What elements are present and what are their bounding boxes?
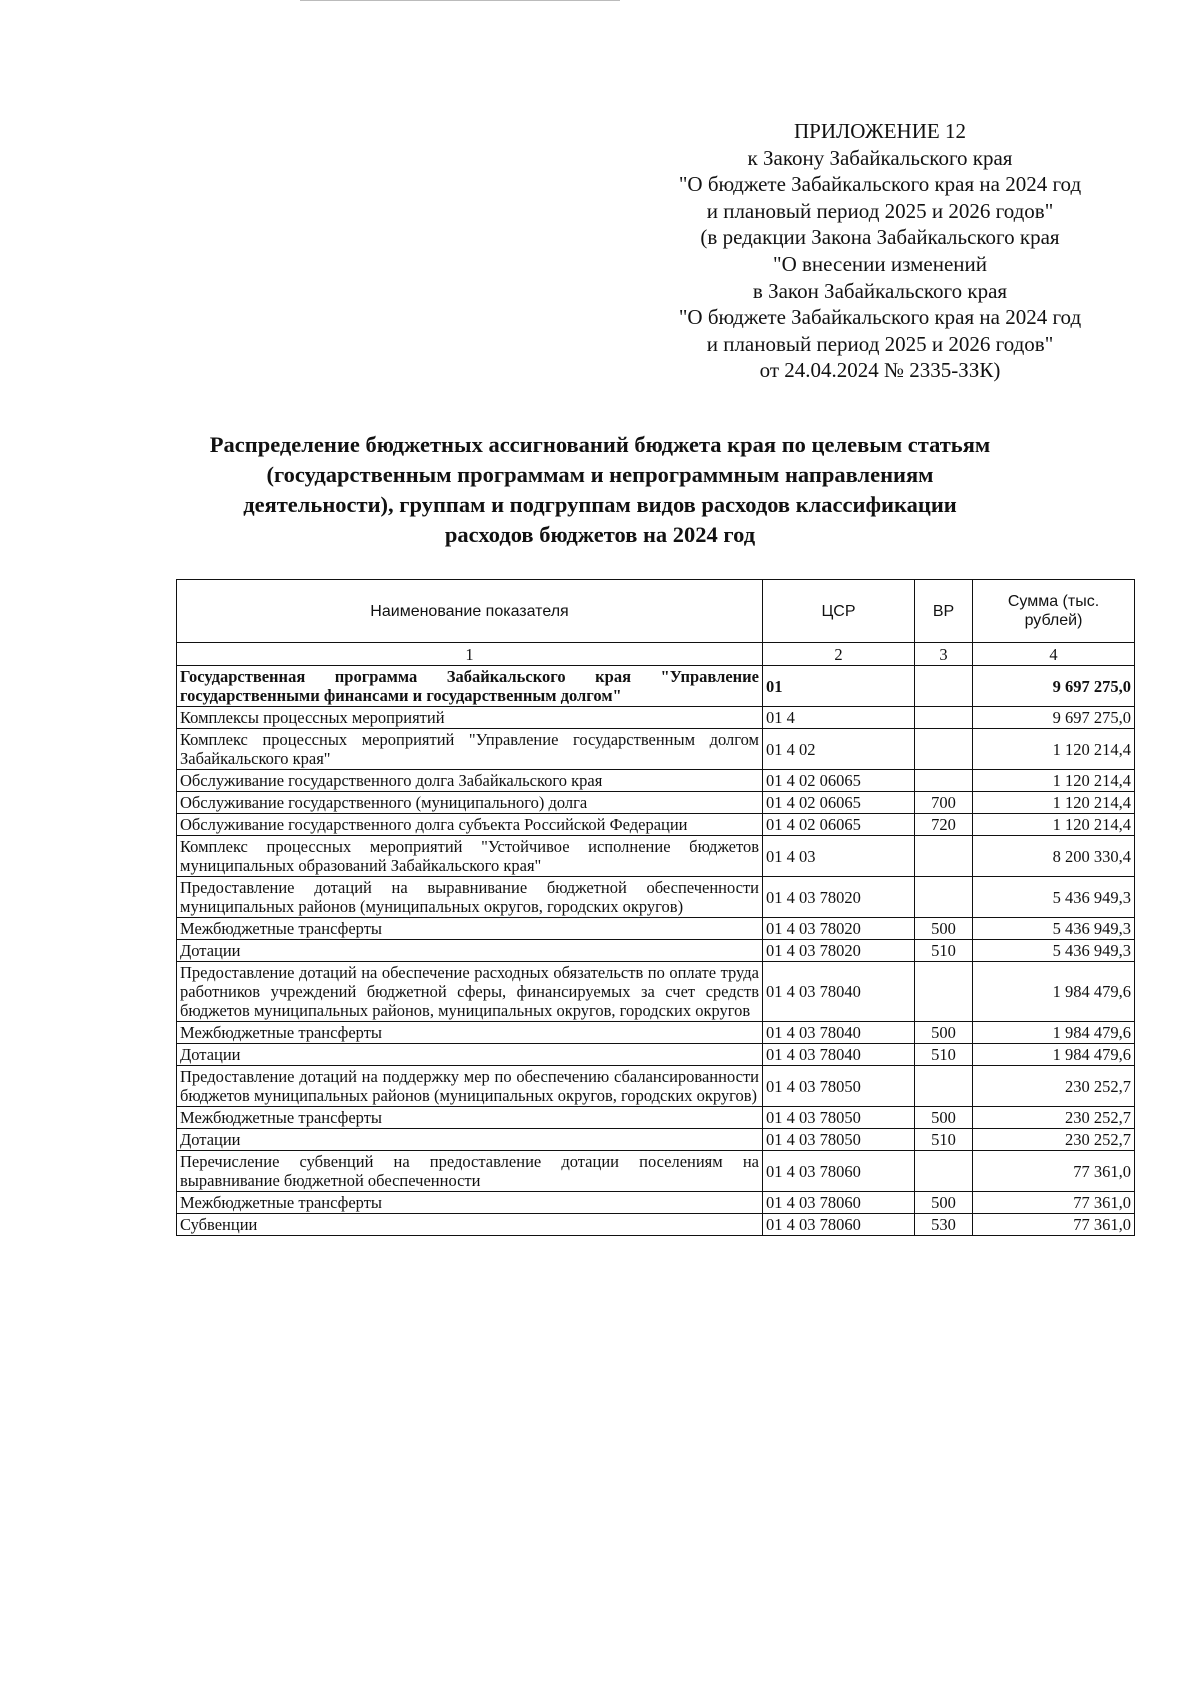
- table-row: [177, 1129, 1135, 1151]
- table-row: [177, 1044, 1135, 1066]
- row-name: Обслуживание государственного (муниципального) долга: [177, 792, 763, 814]
- row-vr: 720: [915, 814, 973, 836]
- table-row: [177, 707, 1135, 729]
- table-row: [177, 918, 1135, 940]
- table-row: [177, 1107, 1135, 1129]
- row-csr: 01 4 03 78050: [763, 1129, 915, 1151]
- row-name: Государственная программа Забайкальского края "Управление государственными финансами и государственным долгом": [177, 666, 763, 707]
- column-number: 1: [177, 643, 763, 666]
- header-line: в Закон Забайкальского края: [752, 278, 1008, 303]
- appendix-header: [600, 118, 1160, 384]
- header-line: ПРИЛОЖЕНИЕ 12: [794, 119, 966, 143]
- row-vr: 510: [915, 1044, 973, 1066]
- row-vr: 500: [915, 1192, 973, 1214]
- column-number: 3: [915, 643, 973, 666]
- row-vr: [915, 1151, 973, 1192]
- table-row: [177, 1066, 1135, 1107]
- row-csr: 01 4 03 78060: [763, 1151, 915, 1192]
- row-csr: 01 4 03 78020: [763, 940, 915, 962]
- row-sum: 5 436 949,3: [973, 918, 1135, 940]
- header-line: и плановый период 2025 и 2026 годов": [706, 198, 1054, 223]
- table-row: [177, 1192, 1135, 1214]
- row-sum: 1 120 214,4: [973, 814, 1135, 836]
- row-name: Межбюджетные трансферты: [177, 1107, 763, 1129]
- row-csr: 01 4 02: [763, 729, 915, 770]
- header-line: "О бюджете Забайкальского края на 2024 год: [678, 305, 1082, 330]
- scan-artifact-line: [300, 0, 620, 1]
- budget-table: [176, 579, 1135, 1236]
- row-csr: 01 4: [763, 707, 915, 729]
- table-row: [177, 877, 1135, 918]
- row-csr: 01 4 03 78060: [763, 1192, 915, 1214]
- row-sum: 77 361,0: [973, 1151, 1135, 1192]
- row-sum: 1 120 214,4: [973, 792, 1135, 814]
- row-vr: [915, 707, 973, 729]
- row-vr: [915, 962, 973, 1022]
- row-csr: 01 4 02 06065: [763, 814, 915, 836]
- header-name: Наименование показателя: [177, 580, 763, 643]
- row-sum: 230 252,7: [973, 1107, 1135, 1129]
- header-line: от 24.04.2024 № 2335-ЗЗК): [759, 358, 1001, 383]
- row-sum: 1 984 479,6: [973, 1022, 1135, 1044]
- table-row: [177, 729, 1135, 770]
- row-csr: 01 4 03 78020: [763, 918, 915, 940]
- title-line: расходов бюджетов на 2024 год: [444, 522, 756, 547]
- row-vr: [915, 770, 973, 792]
- row-csr: 01 4 03 78040: [763, 962, 915, 1022]
- row-vr: [915, 666, 973, 707]
- row-name: Дотации: [177, 1129, 763, 1151]
- header-line: и плановый период 2025 и 2026 годов": [706, 331, 1054, 356]
- document-title: [150, 430, 1050, 550]
- header-csr: ЦСР: [763, 580, 915, 643]
- table-row: [177, 666, 1135, 707]
- row-name: Субвенции: [177, 1214, 763, 1236]
- row-sum: 5 436 949,3: [973, 877, 1135, 918]
- row-name: Предоставление дотаций на поддержку мер по обеспечению сбалансированности бюджетов муниципальных районов (муниципальных округов, городских округов): [177, 1066, 763, 1107]
- row-name: Межбюджетные трансферты: [177, 1022, 763, 1044]
- row-vr: [915, 836, 973, 877]
- row-sum: 77 361,0: [973, 1192, 1135, 1214]
- row-sum: 9 697 275,0: [973, 707, 1135, 729]
- table-row: [177, 1214, 1135, 1236]
- row-csr: 01 4 02 06065: [763, 770, 915, 792]
- row-name: Перечисление субвенций на предоставление дотации поселениям на выравнивание бюджетной обеспеченности: [177, 1151, 763, 1192]
- row-vr: 510: [915, 940, 973, 962]
- row-vr: 500: [915, 1022, 973, 1044]
- row-vr: [915, 877, 973, 918]
- row-csr: 01 4 03 78060: [763, 1214, 915, 1236]
- row-sum: 77 361,0: [973, 1214, 1135, 1236]
- row-sum: 1 120 214,4: [973, 770, 1135, 792]
- header-line: к Закону Забайкальского края: [747, 145, 1013, 170]
- header-line: "О бюджете Забайкальского края на 2024 год: [678, 172, 1082, 197]
- column-number: 2: [763, 643, 915, 666]
- table-row: [177, 792, 1135, 814]
- row-name: Межбюджетные трансферты: [177, 918, 763, 940]
- row-name: Комплекс процессных мероприятий "Устойчивое исполнение бюджетов муниципальных образований Забайкальского края": [177, 836, 763, 877]
- title-line: (государственным программам и непрограммным направлениям: [266, 462, 934, 487]
- row-name: Обслуживание государственного долга Забайкальского края: [177, 770, 763, 792]
- table-row: [177, 940, 1135, 962]
- row-name: Дотации: [177, 1044, 763, 1066]
- table-row: [177, 962, 1135, 1022]
- row-vr: 500: [915, 1107, 973, 1129]
- row-sum: 5 436 949,3: [973, 940, 1135, 962]
- row-name: Дотации: [177, 940, 763, 962]
- row-name: Обслуживание государственного долга субъекта Российской Федерации: [177, 814, 763, 836]
- table-row: [177, 814, 1135, 836]
- row-sum: 230 252,7: [973, 1129, 1135, 1151]
- header-line: "О внесении изменений: [773, 251, 987, 276]
- row-csr: 01 4 03 78050: [763, 1066, 915, 1107]
- header-vr: ВР: [915, 580, 973, 643]
- row-sum: 1 984 479,6: [973, 962, 1135, 1022]
- row-name: Предоставление дотаций на выравнивание бюджетной обеспеченности муниципальных районов (муниципальных округов, городских округов): [177, 877, 763, 918]
- row-vr: 530: [915, 1214, 973, 1236]
- row-csr: 01 4 02 06065: [763, 792, 915, 814]
- table-header-row: [177, 580, 1135, 643]
- table-row: [177, 836, 1135, 877]
- table-row: [177, 770, 1135, 792]
- title-line: Распределение бюджетных ассигнований бюджета края по целевым статьям: [209, 432, 991, 457]
- row-csr: 01 4 03 78050: [763, 1107, 915, 1129]
- row-sum: 8 200 330,4: [973, 836, 1135, 877]
- header-line: (в редакции Закона Забайкальского края: [700, 225, 1060, 250]
- row-sum: 9 697 275,0: [973, 666, 1135, 707]
- column-number: 4: [973, 643, 1135, 666]
- row-name: Комплексы процессных мероприятий: [177, 707, 763, 729]
- row-csr: 01 4 03 78020: [763, 877, 915, 918]
- row-vr: 700: [915, 792, 973, 814]
- row-name: Межбюджетные трансферты: [177, 1192, 763, 1214]
- row-sum: 1 120 214,4: [973, 729, 1135, 770]
- row-vr: 510: [915, 1129, 973, 1151]
- column-numbers-row: [177, 643, 1135, 666]
- row-vr: [915, 1066, 973, 1107]
- row-sum: 1 984 479,6: [973, 1044, 1135, 1066]
- row-csr: 01 4 03 78040: [763, 1022, 915, 1044]
- table-row: [177, 1022, 1135, 1044]
- title-line: деятельности), группам и подгруппам видов расходов классификации: [243, 492, 957, 517]
- row-csr: 01 4 03: [763, 836, 915, 877]
- row-csr: 01: [763, 666, 915, 707]
- row-csr: 01 4 03 78040: [763, 1044, 915, 1066]
- row-vr: [915, 729, 973, 770]
- row-name: Комплекс процессных мероприятий "Управление государственным долгом Забайкальского края": [177, 729, 763, 770]
- row-sum: 230 252,7: [973, 1066, 1135, 1107]
- row-name: Предоставление дотаций на обеспечение расходных обязательств по оплате труда работников учреждений бюджетной сферы, финансируемых за счет средств бюджетов муниципальных районов, муниципальных округов, городских округов: [177, 962, 763, 1022]
- header-sum: Сумма (тыс. рублей): [973, 580, 1135, 643]
- table-row: [177, 1151, 1135, 1192]
- row-vr: 500: [915, 918, 973, 940]
